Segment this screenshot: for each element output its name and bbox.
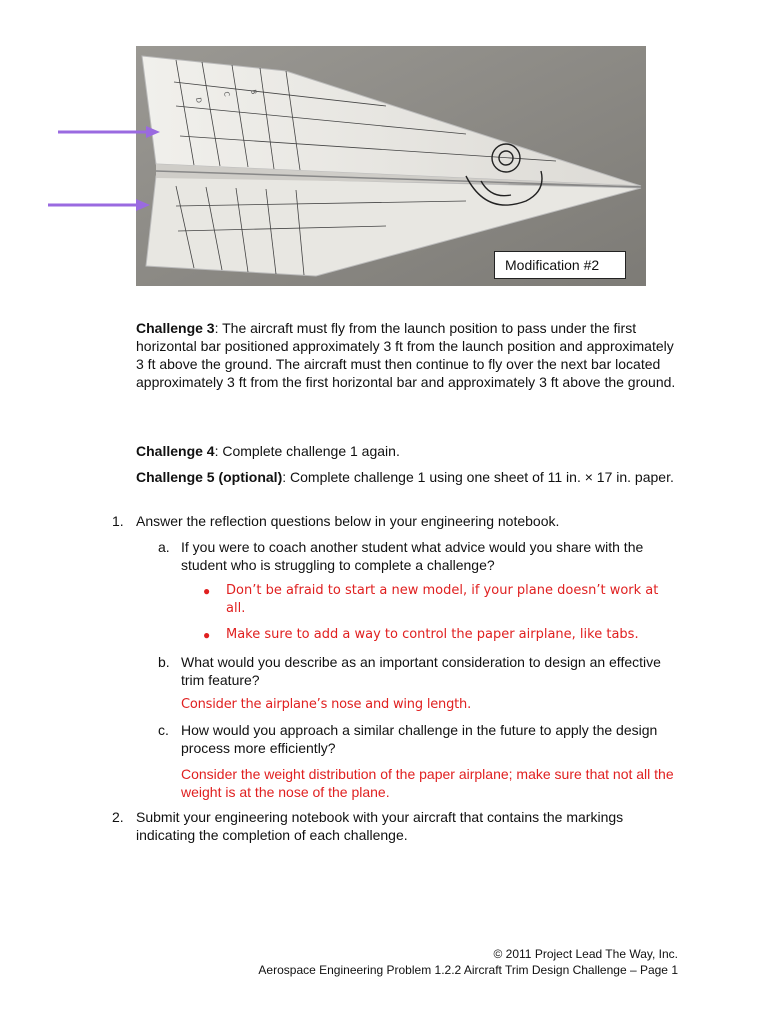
- answer-b-text: Consider the airplane’s nose and wing length.: [181, 697, 472, 712]
- svg-text:C: C: [222, 90, 231, 98]
- svg-text:B: B: [249, 88, 258, 96]
- challenge-5-text: : Complete challenge 1 using one sheet of 11 in. × 17 in. paper.: [282, 469, 674, 485]
- bullet-1-icon: ●: [203, 584, 211, 598]
- item-2-text: Submit your engineering notebook with your aircraft that contains the markings indicating the completion of each challenge.: [136, 809, 624, 843]
- item-1-number: 1.: [112, 513, 124, 529]
- footer-course-line: Aerospace Engineering Problem 1.2.2 Aircraft Trim Design Challenge – Page 1: [258, 963, 678, 977]
- item-1-text: Answer the reflection questions below in your engineering notebook.: [136, 513, 560, 529]
- question-c-letter: c.: [158, 722, 169, 738]
- question-b-text: What would you describe as an important consideration to design an effective trim feature?: [181, 654, 661, 688]
- svg-text:D: D: [194, 96, 203, 104]
- challenge-3-text: : The aircraft must fly from the launch position to pass under the first horizontal bar positioned approximately 3 ft from the launch position and approximately 3 ft above the ground. The aircraft must then continue to fly over the next bar located approximately 3 ft from the first horizontal bar and approximately 3 ft above the ground.: [136, 320, 676, 390]
- challenge-5-paragraph: [136, 468, 681, 486]
- paper-airplane-photo: [136, 46, 646, 286]
- answer-c-text: Consider the weight distribution of the paper airplane; make sure that not all the weight is at the nose of the plane.: [181, 766, 674, 800]
- challenge-4-text: : Complete challenge 1 again.: [214, 443, 400, 459]
- challenge-4-title: Challenge 4: [136, 443, 215, 459]
- bullet-2-icon: ●: [203, 628, 211, 642]
- question-a-letter: a.: [158, 539, 170, 555]
- paper-airplane-drawing: [136, 46, 646, 286]
- item-2-number: 2.: [112, 809, 124, 825]
- answer-a-bullet-2: Make sure to add a way to control the paper airplane, like tabs.: [226, 627, 639, 642]
- question-a-text: If you were to coach another student what advice would you share with the student who is struggling to complete a challenge?: [181, 539, 644, 573]
- challenge-4-paragraph: [136, 442, 681, 460]
- question-c-text: How would you approach a similar challenge in the future to apply the design process more efficiently?: [181, 722, 658, 756]
- answer-a-bullet-1: Don’t be afraid to start a new model, if your plane doesn’t work at all.: [226, 583, 659, 616]
- modification-label: Modification #2: [494, 251, 626, 279]
- question-b-letter: b.: [158, 654, 170, 670]
- challenge-3-title: Challenge 3: [136, 320, 215, 336]
- challenge-5-title: Challenge 5 (optional): [136, 469, 283, 485]
- lower-arrow-icon: [48, 197, 152, 213]
- upper-arrow-icon: [58, 124, 162, 140]
- challenge-3-paragraph: [136, 319, 681, 391]
- footer-copyright: © 2011 Project Lead The Way, Inc.: [493, 947, 678, 961]
